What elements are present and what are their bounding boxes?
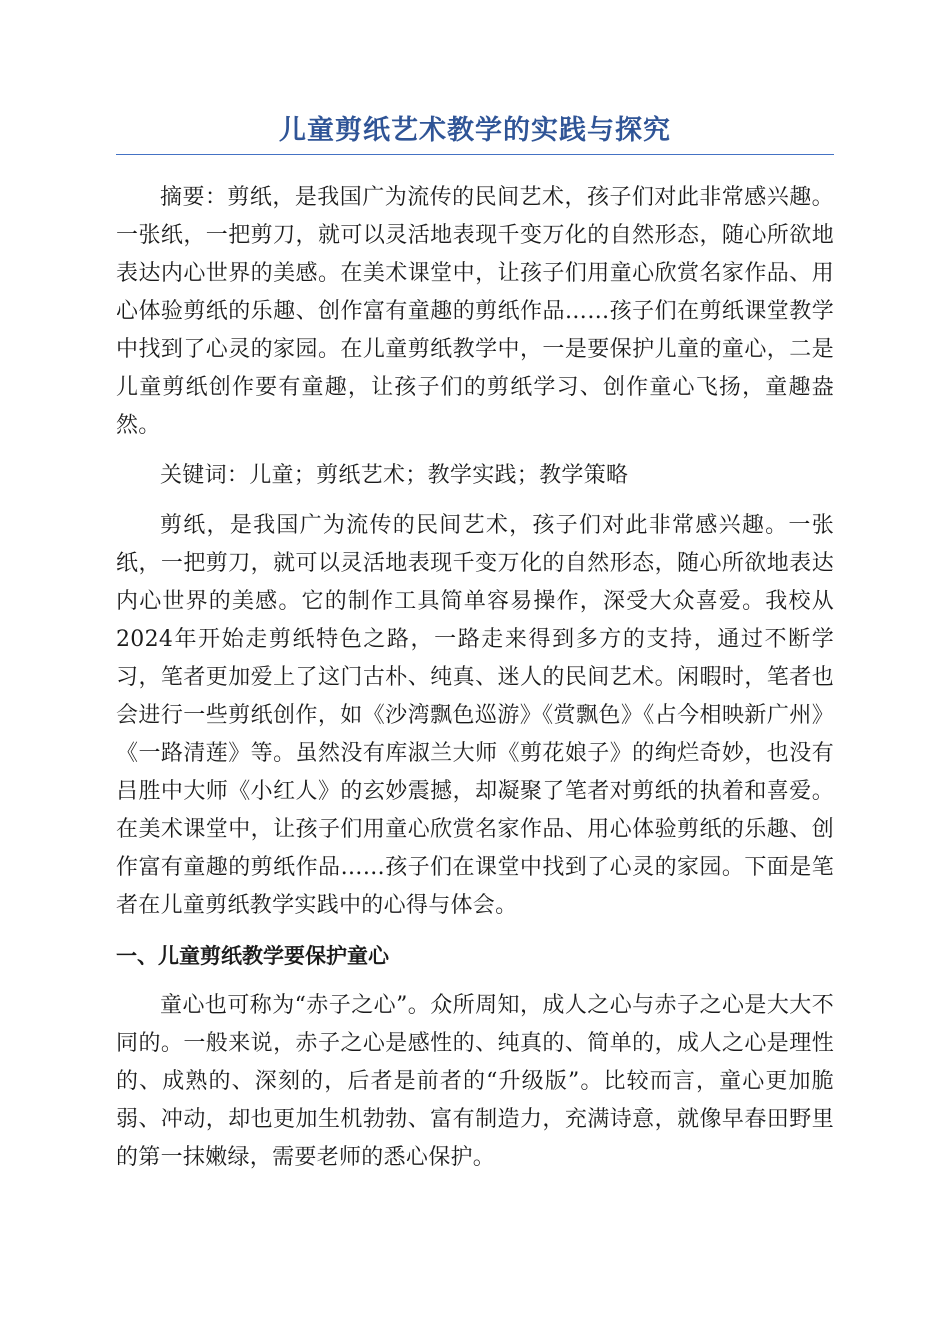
keywords-line: 关键词：儿童；剪纸艺术；教学实践；教学策略 [160, 463, 629, 488]
section-1-paragraph: 童心也可称为“赤子之心”。众所周知，成人之心与赤子之心是大大不同的。一般来说，赤子之心是感性的、纯真的、简单的，成人之心是理性的、成熟的、深刻的，后者是前者的“升级版”。比较而言，童心更加脆弱、冲动，却也更加生机勃勃、富有制造力，充满诗意，就像早春田野里的第一抹嫩绿，需要老师的悉心保护。 [116, 993, 834, 1170]
intro-paragraph: 剪纸，是我国广为流传的民间艺术，孩子们对此非常感兴趣。一张纸，一把剪刀，就可以灵活地表现千变万化的自然形态，随心所欲地表达内心世界的美感。它的制作工具简单容易操作，深受大众喜爱。我校从2024年开始走剪纸特色之路，一路走来得到多方的支持，通过不断学习，笔者更加爱上了这门古朴、纯真、迷人的民间艺术。闲暇时，笔者也会进行一些剪纸创作，如《沙湾飘色巡游》《赏飘色》《占今相映新广州》《一路清莲》等。虽然没有库淑兰大师《剪花娘子》的绚烂奇妙，也没有吕胜中大师《小红人》的玄妙震撼，却凝聚了笔者对剪纸的执着和喜爱。在美术课堂中，让孩子们用童心欣赏名家作品、用心体验剪纸的乐趣、创作富有童趣的剪纸作品……孩子们在课堂中找到了心灵的家园。下面是笔者在儿童剪纸教学实践中的心得与体会。 [116, 513, 834, 918]
document-title: 儿童剪纸艺术教学的实践与探究 [116, 112, 834, 155]
abstract-paragraph: 摘要：剪纸，是我国广为流传的民间艺术，孩子们对此非常感兴趣。一张纸，一把剪刀，就可以灵活地表现千变万化的自然形态，随心所欲地表达内心世界的美感。在美术课堂中，让孩子们用童心欣赏名家作品、用心体验剪纸的乐趣、创作富有童趣的剪纸作品……孩子们在剪纸课堂教学中找到了心灵的家园。在儿童剪纸教学中，一是要保护儿童的童心，二是儿童剪纸创作要有童趣，让孩子们的剪纸学习、创作童心飞扬，童趣盎然。 [116, 185, 834, 438]
document-page [116, 112, 834, 1177]
section-heading-1: 一、儿童剪纸教学要保护童心 [116, 944, 389, 968]
